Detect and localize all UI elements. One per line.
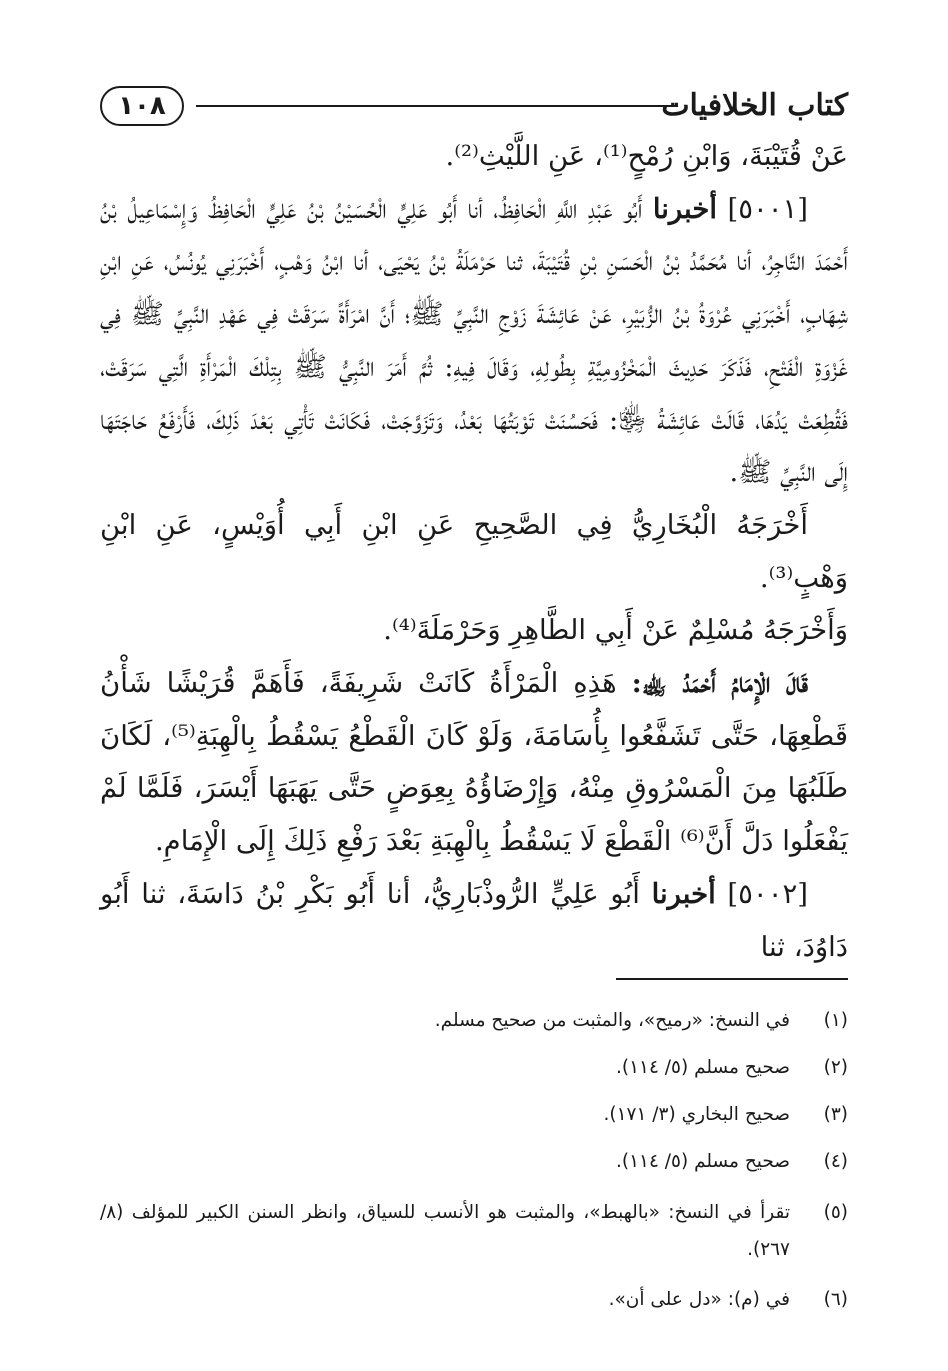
- paragraph: عَنْ قُتَيْبَةَ، وَابْنِ رُمْحٍ⁽¹⁾، عَنِ اللَّيْثِ⁽²⁾.: [445, 140, 848, 172]
- footnotes: [100, 1006, 848, 1332]
- akhbarana-word: أخبرنا: [651, 877, 716, 910]
- footnote-rule: [616, 978, 848, 980]
- header-rule: [196, 105, 678, 107]
- footnote-number: (٥): [823, 1202, 848, 1223]
- paragraph: أَخْرَجَهُ الْبُخَارِيُّ فِي الصَّحِيحِ عَنِ ابْنِ أَبِي أُوَيْسٍ، عَنِ ابْنِ وَهْبٍ⁽³⁾.: [100, 508, 848, 594]
- footnote: [100, 1285, 848, 1315]
- footnote-text: صحيح البخاري (٣/ ١٧١).: [603, 1104, 790, 1125]
- footnote-number: (٢): [823, 1057, 848, 1078]
- main-text: [100, 130, 848, 973]
- footnote: [100, 1147, 848, 1177]
- footnote-text: في النسخ: «رميح»، والمثبت من صحيح مسلم.: [434, 1010, 790, 1031]
- footnote-text: صحيح مسلم (٥/ ١١٤).: [616, 1151, 790, 1172]
- running-title: كتاب الخلافيات: [661, 88, 848, 123]
- footnote-number: (١): [823, 1010, 848, 1031]
- footnote-number: (٤): [823, 1151, 848, 1172]
- page-header: [100, 84, 848, 130]
- footnote: [100, 1194, 848, 1268]
- hadith-text: أَبُو عَلِيٍّ الرُّوذْبَارِيُّ، أنا أَبُو بَكْرِ بْنُ دَاسَةَ، ثنا أَبُو دَاوُدَ، ثنا: [100, 877, 848, 963]
- footnote-text: في (م): «دل على أن».: [608, 1289, 790, 1310]
- page-number: ١٠٨: [100, 86, 184, 126]
- comment-text: هَذِهِ الْمَرْأَةُ كَانَتْ شَرِيفَةً، فَأَهَمَّ قُرَيْشًا شَأْنُ قَطْعِهَا، حَتَّى تَشَفَّعُوا بِأُسَامَةَ، وَلَوْ كَانَ الْقَطْعُ يَسْقُطُ بِالْهِبَةِ⁽⁵⁾، لَكَانَ طَلَبُهَا مِنَ الْمَسْرُوقِ مِنْهُ، وَإِرْضَاؤُهُ بِعِوَضٍ حَتَّى يَهَبَهَا أَيْسَرَ، فَلَمَّا لَمْ يَفْعَلُوا دَلَّ أَنَّ⁽⁶⁾ الْقَطْعَ لَا يَسْقُطُ بِالْهِبَةِ بَعْدَ رَفْعِ ذَلِكَ إِلَى الْإِمَامِ.: [100, 667, 848, 858]
- footnote: [100, 1053, 848, 1083]
- imam-label: قَالَ الْإِمَامُ أَحْمَدُ ﵀:: [631, 667, 808, 700]
- hadith-5002: [100, 868, 848, 973]
- akhbarana-word: أخبرنا: [652, 192, 717, 225]
- footnote: [100, 1006, 848, 1036]
- hadith-number: [٥٠٠١]: [727, 192, 809, 225]
- hadith-number: [٥٠٠٢]: [727, 877, 808, 910]
- footnote-number: (٦): [823, 1289, 848, 1310]
- hadith-5001: [100, 183, 848, 499]
- paragraph: وَأَخْرَجَهُ مُسْلِمٌ عَنْ أَبِي الطَّاهِرِ وَحَرْمَلَةَ⁽⁴⁾.: [383, 614, 848, 647]
- footnote-text: صحيح مسلم (٥/ ١١٤).: [616, 1057, 790, 1078]
- imam-comment: [100, 657, 848, 868]
- hadith-text: أَبُو عَبْدِ اللَّهِ الْحَافِظُ، أنا أَبُو عَلِيٍّ الْحُسَيْنُ بْنُ عَلِيٍّ الْحَافِظُ وَإِسْمَاعِيلُ بْنُ أَحْمَدَ التَّاجِرُ، أنا مُحَمَّدُ بْنُ الْحَسَنِ بْنِ قُتَيْبَةَ، ثنا حَرْمَلَةُ بْنُ يَحْيَى، أنا ابْنُ وَهْبٍ، أَخْبَرَنِي يُونُسُ، عَنِ ابْنِ شِهَابٍ، أَخْبَرَنِي عُرْوَةُ بْنُ الزُّبَيْرِ، عَنْ عَائِشَةَ زَوْجِ النَّبِيِّ ﷺ؛ أَنَّ امْرَأَةً سَرَقَتْ فِي عَهْدِ النَّبِيِّ ﷺ فِي غَزْوَةِ الْفَتْحِ، فَذَكَرَ حَدِيثَ الْمَخْزُومِيَّةِ بِطُولِهِ، وَقَالَ فِيهِ: ثُمَّ أَمَرَ النَّبِيُّ ﷺ بِتِلْكَ الْمَرْأَةِ الَّتِي سَرَقَتْ، فَقُطِعَتْ يَدُهَا، قَالَتْ عَائِشَةُ ﵂: فَحَسُنَتْ تَوْبَتُهَا بَعْدُ، وَتَزَوَّجَتْ، فَكَانَتْ تَأْتِي بَعْدَ ذَلِكَ، فَأَرْفَعُ حَاجَتَهَا إِلَى النَّبِيِّ ﷺ.: [100, 192, 848, 489]
- footnote-number: (٣): [823, 1104, 848, 1125]
- footnote-text: تقرأ في النسخ: «بالهبط»، والمثبت هو الأنسب للسياق، وانظر السنن الكبير للمؤلف (٨/ ٢٦٧).: [100, 1202, 790, 1260]
- footnote: [100, 1100, 848, 1130]
